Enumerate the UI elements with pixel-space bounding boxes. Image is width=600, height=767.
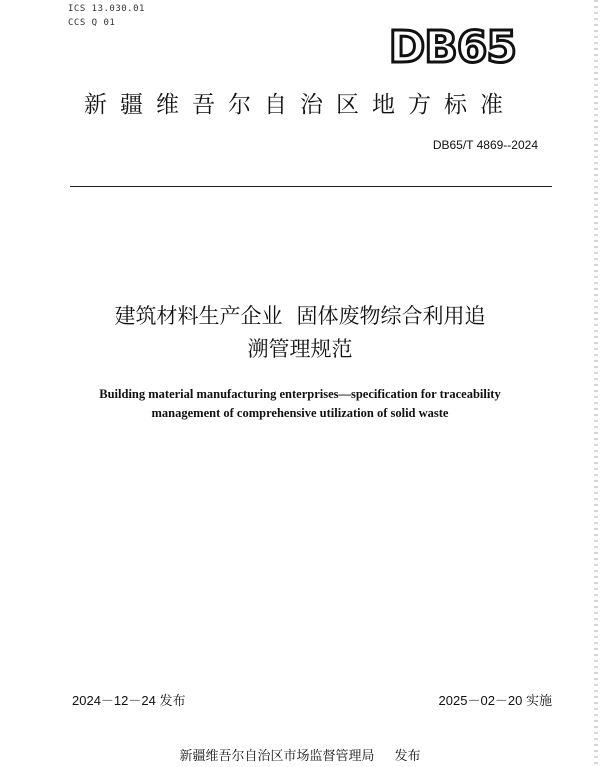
- chinese-title-line1-part1: 建筑材料生产企业: [114, 304, 283, 328]
- issuer-action: 发布: [394, 749, 421, 764]
- db65-logo: DB65: [388, 22, 516, 73]
- chinese-title-line1-part2: 固体废物综合利用追: [296, 304, 486, 328]
- english-title-line2: management of comprehensive utilization of solid waste: [151, 406, 449, 420]
- ccs-code: CCS Q 01: [68, 18, 116, 28]
- ics-code: ICS 13.030.01: [68, 4, 145, 14]
- implementation-date: 2025－02－20 实施: [438, 693, 552, 708]
- issuer-line: [0, 745, 600, 764]
- header-divider: [70, 186, 552, 187]
- scan-edge-artifact: [594, 0, 598, 767]
- issue-date: 2024－12－24 发布: [72, 693, 186, 708]
- english-title-line1: Building material manufacturing enterprises—specification for traceability: [99, 387, 501, 401]
- chinese-title-line2: 溯管理规范: [247, 337, 353, 361]
- issuer-name: 新疆维吾尔自治区市场监督管理局: [179, 749, 375, 764]
- standard-number: DB65/T 4869--2024: [432, 138, 538, 152]
- issuing-authority-heading: 新疆维吾尔自治区地方标准: [84, 92, 516, 118]
- chinese-title: [0, 300, 600, 366]
- english-title: [0, 385, 600, 423]
